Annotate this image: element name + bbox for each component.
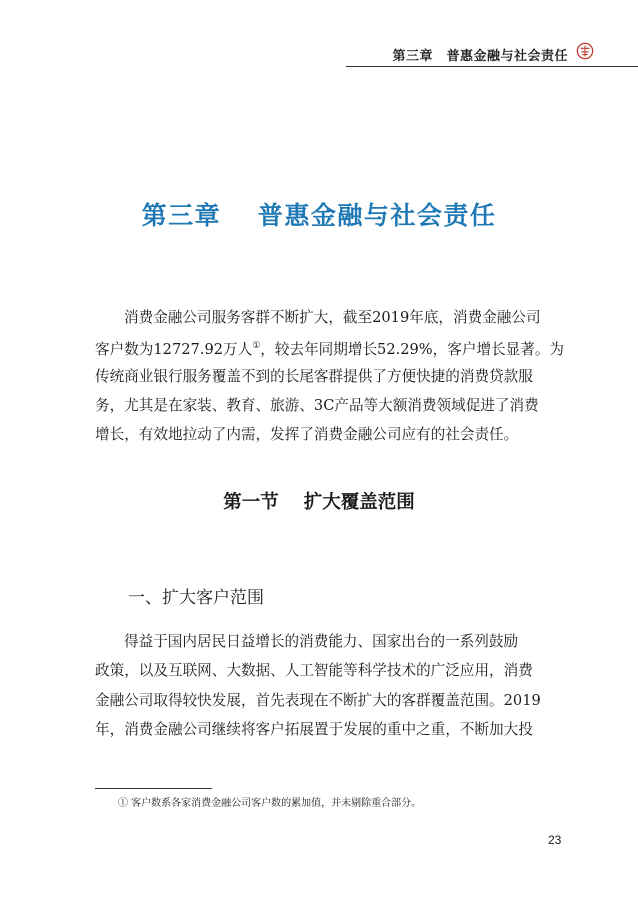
section-title: 第一节 扩大覆盖范围 [223,492,415,513]
paragraph-line-part: 客户数为12727.92万人 [95,341,253,359]
paragraph-line: 传统商业银行服务覆盖不到的长尾客群提供了方便快捷的消费贷款服 [95,367,533,385]
paragraph-line: 务，尤其是在家装、教育、旅游、3C产品等大额消费领域促进了消费 [95,396,539,414]
footnote-text: ① 客户数系各家消费金融公司客户数的累加值，并未剔除重合部分。 [118,798,422,809]
footnote-reference[interactable]: ① [252,341,261,352]
paragraph-line-part: ，较去年同期增长52.29%，客户增长显著。为 [260,341,565,359]
body-paragraph [95,627,563,744]
paragraph-line: 增长，有效地拉动了内需，发挥了消费金融公司应有的社会责任。 [95,426,519,444]
intro-paragraph [95,303,563,449]
paragraph-line: 政策，以及互联网、大数据、人工智能等科学技术的广泛应用，消费 [95,662,533,680]
running-header [346,34,638,67]
seal-emblem-icon [576,42,594,60]
running-header-title: 第三章 普惠金融与社会责任 [392,49,568,64]
paragraph-line: 年，消费金融公司继续将客户拓展置于发展的重中之重，不断加大投 [95,720,533,738]
paragraph-line: 金融公司取得较快发展，首先表现在不断扩大的客群覆盖范围。2019 [95,691,541,709]
paragraph-line: 消费金融公司服务客群不断扩大，截至2019年底，消费金融公司 [124,309,541,326]
footnote-divider [95,788,212,789]
page-number: 23 [548,833,562,847]
paragraph-line [95,332,563,361]
chapter-title: 第三章 普惠金融与社会责任 [141,201,497,230]
paragraph-line: 得益于国内居民日益增长的消费能力、国家出台的一系列鼓励 [124,633,519,650]
subsection-title: 一、扩大客户范围 [128,588,264,608]
